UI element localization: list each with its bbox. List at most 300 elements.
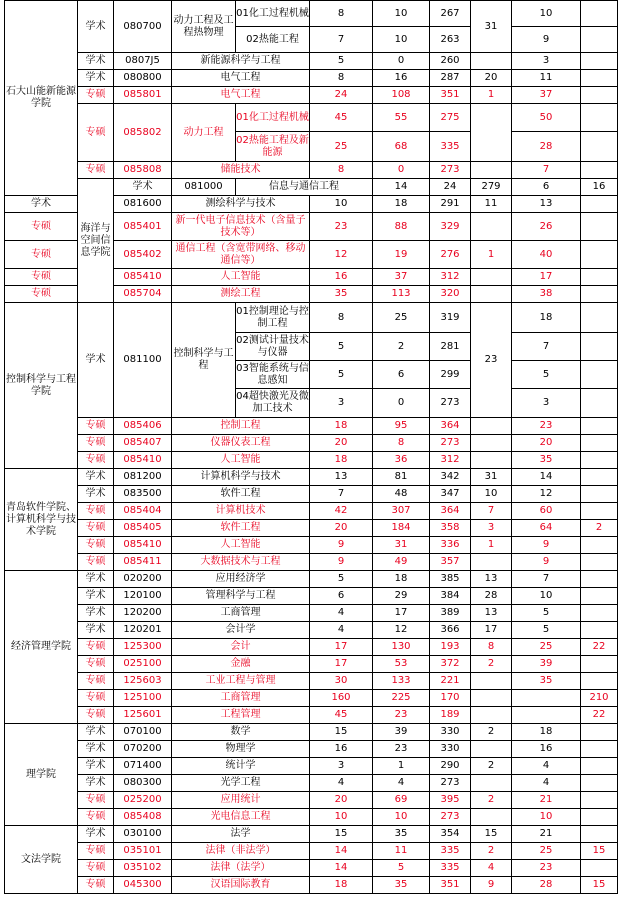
cell-d: 23 xyxy=(471,303,512,418)
cell-e: 21 xyxy=(512,826,581,843)
cell-f xyxy=(581,303,618,333)
cell-a: 42 xyxy=(310,503,373,520)
cell-d: 10 xyxy=(471,486,512,503)
cell-f xyxy=(581,503,618,520)
cell-e: 9 xyxy=(512,27,581,53)
cell-c: 364 xyxy=(430,503,471,520)
major-name: 会计学 xyxy=(172,622,310,639)
cell-e: 3 xyxy=(512,53,581,70)
cell-b: 0 xyxy=(373,389,430,418)
cell-f xyxy=(581,826,618,843)
major-code: 070200 xyxy=(114,741,172,758)
cell-d xyxy=(471,53,512,70)
college-name: 石大山能新能源学院 xyxy=(5,1,78,196)
degree-type: 专硕 xyxy=(78,520,114,537)
cell-d: 1 xyxy=(471,87,512,104)
cell-a: 4 xyxy=(310,622,373,639)
research-direction: 02热能工程 xyxy=(236,27,310,53)
cell-c: 273 xyxy=(430,389,471,418)
cell-c: 342 xyxy=(430,469,471,486)
major-code: 081100 xyxy=(114,303,172,418)
major-name: 测绘科学与技术 xyxy=(172,196,310,213)
cell-e: 21 xyxy=(512,792,581,809)
degree-type: 专硕 xyxy=(78,87,114,104)
cell-f: 210 xyxy=(581,690,618,707)
cell-b: 49 xyxy=(373,554,430,571)
table-row xyxy=(5,809,618,826)
cell-c: 357 xyxy=(430,554,471,571)
cell-c: 329 xyxy=(430,213,471,241)
cell-d: 11 xyxy=(471,196,512,213)
major-name: 储能技术 xyxy=(172,162,310,179)
degree-type: 专硕 xyxy=(5,241,78,269)
cell-f xyxy=(581,70,618,87)
major-code: 125100 xyxy=(114,690,172,707)
cell-b: 81 xyxy=(373,469,430,486)
major-code: 085410 xyxy=(114,269,172,286)
cell-a: 15 xyxy=(310,826,373,843)
cell-b: 37 xyxy=(373,269,430,286)
cell-a: 18 xyxy=(310,877,373,894)
cell-a: 7 xyxy=(310,486,373,503)
major-code: 085402 xyxy=(114,241,172,269)
table-row xyxy=(5,826,618,843)
cell-e: 17 xyxy=(512,269,581,286)
cell-c: 358 xyxy=(430,520,471,537)
cell-f xyxy=(581,389,618,418)
cell-b: 1 xyxy=(373,758,430,775)
cell-b: 19 xyxy=(373,241,430,269)
degree-type: 专硕 xyxy=(78,877,114,894)
cell-b: 35 xyxy=(373,877,430,894)
cell-a: 10 xyxy=(310,196,373,213)
cell-f xyxy=(581,792,618,809)
cell-a: 8 xyxy=(310,1,373,27)
cell-f: 22 xyxy=(581,639,618,656)
cell-d: 28 xyxy=(471,588,512,605)
cell-b: 36 xyxy=(373,452,430,469)
cell-b: 10 xyxy=(373,1,430,27)
table-row xyxy=(5,860,618,877)
cell-f xyxy=(581,286,618,303)
college-name: 海洋与空间信息学院 xyxy=(78,179,114,303)
cell-f xyxy=(581,1,618,27)
cell-b: 18 xyxy=(373,196,430,213)
major-name: 会计 xyxy=(172,639,310,656)
degree-type: 专硕 xyxy=(78,418,114,435)
cell-a: 9 xyxy=(310,537,373,554)
cell-b: 130 xyxy=(373,639,430,656)
cell-e: 40 xyxy=(512,241,581,269)
cell-d xyxy=(471,213,512,241)
major-code: 020200 xyxy=(114,571,172,588)
cell-e: 9 xyxy=(512,537,581,554)
cell-f xyxy=(581,104,618,132)
cell-d: 8 xyxy=(471,639,512,656)
cell-e: 26 xyxy=(512,213,581,241)
major-name: 法学 xyxy=(172,826,310,843)
cell-c: 364 xyxy=(430,418,471,435)
cell-f xyxy=(581,775,618,792)
cell-d: 2 xyxy=(471,843,512,860)
cell-d xyxy=(471,162,512,179)
cell-c: 170 xyxy=(430,690,471,707)
cell-b: 68 xyxy=(373,132,430,162)
cell-f xyxy=(581,435,618,452)
cell-b: 307 xyxy=(373,503,430,520)
cell-d xyxy=(471,286,512,303)
cell-b: 5 xyxy=(373,860,430,877)
cell-e: 37 xyxy=(512,87,581,104)
cell-a: 5 xyxy=(310,361,373,389)
cell-b: 25 xyxy=(373,303,430,333)
cell-a: 4 xyxy=(310,605,373,622)
cell-e: 10 xyxy=(512,1,581,27)
cell-f xyxy=(581,486,618,503)
cell-f xyxy=(581,673,618,690)
cell-a: 14 xyxy=(310,843,373,860)
cell-d xyxy=(471,452,512,469)
cell-c: 385 xyxy=(430,571,471,588)
major-code: 125601 xyxy=(114,707,172,724)
major-code: 085410 xyxy=(114,452,172,469)
major-name: 工程管理 xyxy=(172,707,310,724)
table-row xyxy=(5,452,618,469)
degree-type: 学术 xyxy=(78,571,114,588)
cell-e: 11 xyxy=(512,70,581,87)
cell-f xyxy=(581,605,618,622)
cell-c: 330 xyxy=(430,724,471,741)
cell-c: 290 xyxy=(430,758,471,775)
table-row xyxy=(5,605,618,622)
cell-d xyxy=(471,418,512,435)
cell-e: 38 xyxy=(512,286,581,303)
major-name: 电气工程 xyxy=(172,70,310,87)
major-code: 080700 xyxy=(114,1,172,53)
cell-d: 4 xyxy=(471,860,512,877)
cell-e: 13 xyxy=(512,196,581,213)
cell-c: 335 xyxy=(430,860,471,877)
degree-type: 专硕 xyxy=(78,554,114,571)
cell-d xyxy=(471,690,512,707)
cell-e: 12 xyxy=(512,486,581,503)
cell-d: 2 xyxy=(471,656,512,673)
cell-a: 6 xyxy=(310,588,373,605)
major-code: 120200 xyxy=(114,605,172,622)
major-name: 工商管理 xyxy=(172,605,310,622)
degree-type: 学术 xyxy=(78,469,114,486)
cell-b: 48 xyxy=(373,486,430,503)
major-code: 120100 xyxy=(114,588,172,605)
major-code: 085410 xyxy=(114,537,172,554)
major-code: 025200 xyxy=(114,792,172,809)
degree-type: 学术 xyxy=(78,775,114,792)
cell-c: 263 xyxy=(430,27,471,53)
cell-a: 17 xyxy=(310,656,373,673)
major-name: 计算机科学与技术 xyxy=(172,469,310,486)
cell-a: 24 xyxy=(310,87,373,104)
major-code: 080800 xyxy=(114,70,172,87)
degree-type: 专硕 xyxy=(5,213,78,241)
table-row xyxy=(5,520,618,537)
table-row xyxy=(5,758,618,775)
cell-b: 0 xyxy=(373,162,430,179)
major-name: 大数据技术与工程 xyxy=(172,554,310,571)
cell-e: 4 xyxy=(512,758,581,775)
cell-e: 60 xyxy=(512,503,581,520)
cell-c: 347 xyxy=(430,486,471,503)
cell-b: 23 xyxy=(373,707,430,724)
cell-a: 30 xyxy=(310,673,373,690)
cell-e: 7 xyxy=(512,333,581,361)
degree-type: 专硕 xyxy=(78,503,114,520)
table-row xyxy=(5,690,618,707)
cell-c: 330 xyxy=(430,741,471,758)
cell-a: 8 xyxy=(310,303,373,333)
cell-e: 9 xyxy=(512,554,581,571)
table-row xyxy=(5,303,618,333)
cell-e: 39 xyxy=(512,656,581,673)
cell-e: 10 xyxy=(512,588,581,605)
cell-b: 18 xyxy=(373,571,430,588)
major-code: 085808 xyxy=(114,162,172,179)
cell-b: 2 xyxy=(373,333,430,361)
cell-b: 113 xyxy=(373,286,430,303)
cell-d: 7 xyxy=(471,503,512,520)
cell-e: 35 xyxy=(512,673,581,690)
major-name: 物理学 xyxy=(172,741,310,758)
cell-b: 133 xyxy=(373,673,430,690)
major-name: 控制工程 xyxy=(172,418,310,435)
major-name: 新能源科学与工程 xyxy=(172,53,310,70)
degree-type: 专硕 xyxy=(5,269,78,286)
major-name: 人工智能 xyxy=(172,452,310,469)
major-name: 法律（法学） xyxy=(172,860,310,877)
degree-type: 学术 xyxy=(78,53,114,70)
major-code: 083500 xyxy=(114,486,172,503)
cell-c: 312 xyxy=(430,452,471,469)
cell-c: 267 xyxy=(430,1,471,27)
cell-e: 50 xyxy=(512,104,581,132)
major-code: 0807J5 xyxy=(114,53,172,70)
major-name: 光电信息工程 xyxy=(172,809,310,826)
major-code: 085407 xyxy=(114,435,172,452)
cell-d: 31 xyxy=(471,1,512,53)
cell-a: 3 xyxy=(310,758,373,775)
major-code: 125300 xyxy=(114,639,172,656)
table-row xyxy=(5,622,618,639)
research-direction: 02热能工程及新能源 xyxy=(236,132,310,162)
cell-f xyxy=(581,53,618,70)
cell-c: 193 xyxy=(430,639,471,656)
cell-d: 13 xyxy=(471,571,512,588)
cell-e: 16 xyxy=(581,179,618,196)
table-row xyxy=(5,503,618,520)
cell-b: 69 xyxy=(373,792,430,809)
major-name: 光学工程 xyxy=(172,775,310,792)
cell-b: 184 xyxy=(373,520,430,537)
cell-e: 5 xyxy=(512,622,581,639)
cell-d: 13 xyxy=(471,605,512,622)
major-code: 025100 xyxy=(114,656,172,673)
major-code: 045300 xyxy=(114,877,172,894)
cell-b: 35 xyxy=(373,826,430,843)
cell-f xyxy=(581,27,618,53)
cell-e: 23 xyxy=(512,860,581,877)
table-row xyxy=(5,775,618,792)
cell-f xyxy=(581,588,618,605)
degree-type: 学术 xyxy=(78,758,114,775)
cell-f: 2 xyxy=(581,520,618,537)
cell-c: 351 xyxy=(430,877,471,894)
degree-type: 专硕 xyxy=(78,673,114,690)
major-name: 计算机技术 xyxy=(172,503,310,520)
cell-c: 273 xyxy=(430,435,471,452)
major-code: 085704 xyxy=(114,286,172,303)
major-code: 030100 xyxy=(114,826,172,843)
cell-a: 10 xyxy=(310,809,373,826)
table-row xyxy=(5,877,618,894)
cell-d xyxy=(471,554,512,571)
cell-a: 14 xyxy=(310,860,373,877)
degree-type: 专硕 xyxy=(78,452,114,469)
college-name: 控制科学与工程学院 xyxy=(5,303,78,469)
cell-e xyxy=(512,707,581,724)
major-name: 应用经济学 xyxy=(172,571,310,588)
cell-c: 221 xyxy=(430,673,471,690)
degree-type: 专硕 xyxy=(78,639,114,656)
cell-e: 5 xyxy=(512,605,581,622)
cell-e: 10 xyxy=(512,809,581,826)
cell-d: 2 xyxy=(471,792,512,809)
cell-b: 11 xyxy=(373,843,430,860)
table-row xyxy=(5,554,618,571)
degree-type: 学术 xyxy=(78,303,114,418)
major-code: 071400 xyxy=(114,758,172,775)
cell-a: 160 xyxy=(310,690,373,707)
cell-e: 28 xyxy=(512,877,581,894)
major-name: 金融 xyxy=(172,656,310,673)
cell-a: 5 xyxy=(310,53,373,70)
cell-c: 372 xyxy=(430,656,471,673)
cell-e: 14 xyxy=(512,469,581,486)
cell-a: 35 xyxy=(310,286,373,303)
major-code: 085411 xyxy=(114,554,172,571)
cell-f xyxy=(581,418,618,435)
cell-a: 16 xyxy=(310,269,373,286)
major-code: 085401 xyxy=(114,213,172,241)
cell-f: 15 xyxy=(581,843,618,860)
college-name: 理学院 xyxy=(5,724,78,826)
cell-e: 18 xyxy=(512,303,581,333)
degree-type: 专硕 xyxy=(78,104,114,162)
major-code: 085408 xyxy=(114,809,172,826)
cell-c: 273 xyxy=(430,775,471,792)
cell-a: 25 xyxy=(310,132,373,162)
major-name: 测绘工程 xyxy=(172,286,310,303)
major-name: 工业工程与管理 xyxy=(172,673,310,690)
table-row xyxy=(5,588,618,605)
cell-c: 312 xyxy=(430,269,471,286)
degree-type: 专硕 xyxy=(78,656,114,673)
cell-a: 23 xyxy=(310,213,373,241)
cell-d xyxy=(471,435,512,452)
major-code: 081600 xyxy=(114,196,172,213)
cell-b: 53 xyxy=(373,656,430,673)
cell-f xyxy=(581,361,618,389)
cell-b: 17 xyxy=(373,605,430,622)
cell-a: 20 xyxy=(310,792,373,809)
major-code: 085405 xyxy=(114,520,172,537)
cell-d: 2 xyxy=(471,758,512,775)
cell-c: 189 xyxy=(430,707,471,724)
cell-e: 20 xyxy=(512,435,581,452)
cell-e: 35 xyxy=(512,452,581,469)
cell-d: 2 xyxy=(471,724,512,741)
major-code: 035101 xyxy=(114,843,172,860)
cell-a: 4 xyxy=(310,775,373,792)
cell-f xyxy=(581,269,618,286)
major-code: 081000 xyxy=(172,179,236,196)
cell-f xyxy=(581,860,618,877)
cell-d: 1 xyxy=(471,241,512,269)
table-row xyxy=(5,741,618,758)
cell-c: 291 xyxy=(430,196,471,213)
research-direction: 01控制理论与控制工程 xyxy=(236,303,310,333)
college-name: 经济管理学院 xyxy=(5,571,78,724)
cell-b: 225 xyxy=(373,690,430,707)
cell-f xyxy=(581,656,618,673)
cell-f xyxy=(581,724,618,741)
cell-b: 4 xyxy=(373,775,430,792)
cell-d: 15 xyxy=(471,826,512,843)
cell-a: 17 xyxy=(310,639,373,656)
degree-type: 学术 xyxy=(78,486,114,503)
degree-type: 学术 xyxy=(78,826,114,843)
major-code: 085404 xyxy=(114,503,172,520)
cell-e: 7 xyxy=(512,162,581,179)
cell-a: 18 xyxy=(310,418,373,435)
admission-data-table xyxy=(4,0,618,894)
table-row xyxy=(5,792,618,809)
major-code: 070100 xyxy=(114,724,172,741)
college-name: 青岛软件学院、计算机科学与技术学院 xyxy=(5,469,78,571)
cell-c: 319 xyxy=(430,303,471,333)
major-code: 085406 xyxy=(114,418,172,435)
table-row xyxy=(5,1,618,27)
table-row xyxy=(5,724,618,741)
cell-d xyxy=(471,775,512,792)
degree-type: 学术 xyxy=(78,605,114,622)
table-row xyxy=(5,418,618,435)
cell-a: 8 xyxy=(310,70,373,87)
major-name: 工商管理 xyxy=(172,690,310,707)
cell-f xyxy=(581,241,618,269)
cell-f xyxy=(581,571,618,588)
cell-f xyxy=(581,132,618,162)
cell-a: 8 xyxy=(310,162,373,179)
cell-b: 88 xyxy=(373,213,430,241)
degree-type: 学术 xyxy=(5,196,78,213)
major-name: 软件工程 xyxy=(172,520,310,537)
cell-b: 95 xyxy=(373,418,430,435)
research-direction: 01化工过程机械 xyxy=(236,104,310,132)
cell-c: 299 xyxy=(430,361,471,389)
major-name: 电气工程 xyxy=(172,87,310,104)
table-row xyxy=(5,469,618,486)
degree-type: 学术 xyxy=(78,70,114,87)
cell-a: 45 xyxy=(310,707,373,724)
